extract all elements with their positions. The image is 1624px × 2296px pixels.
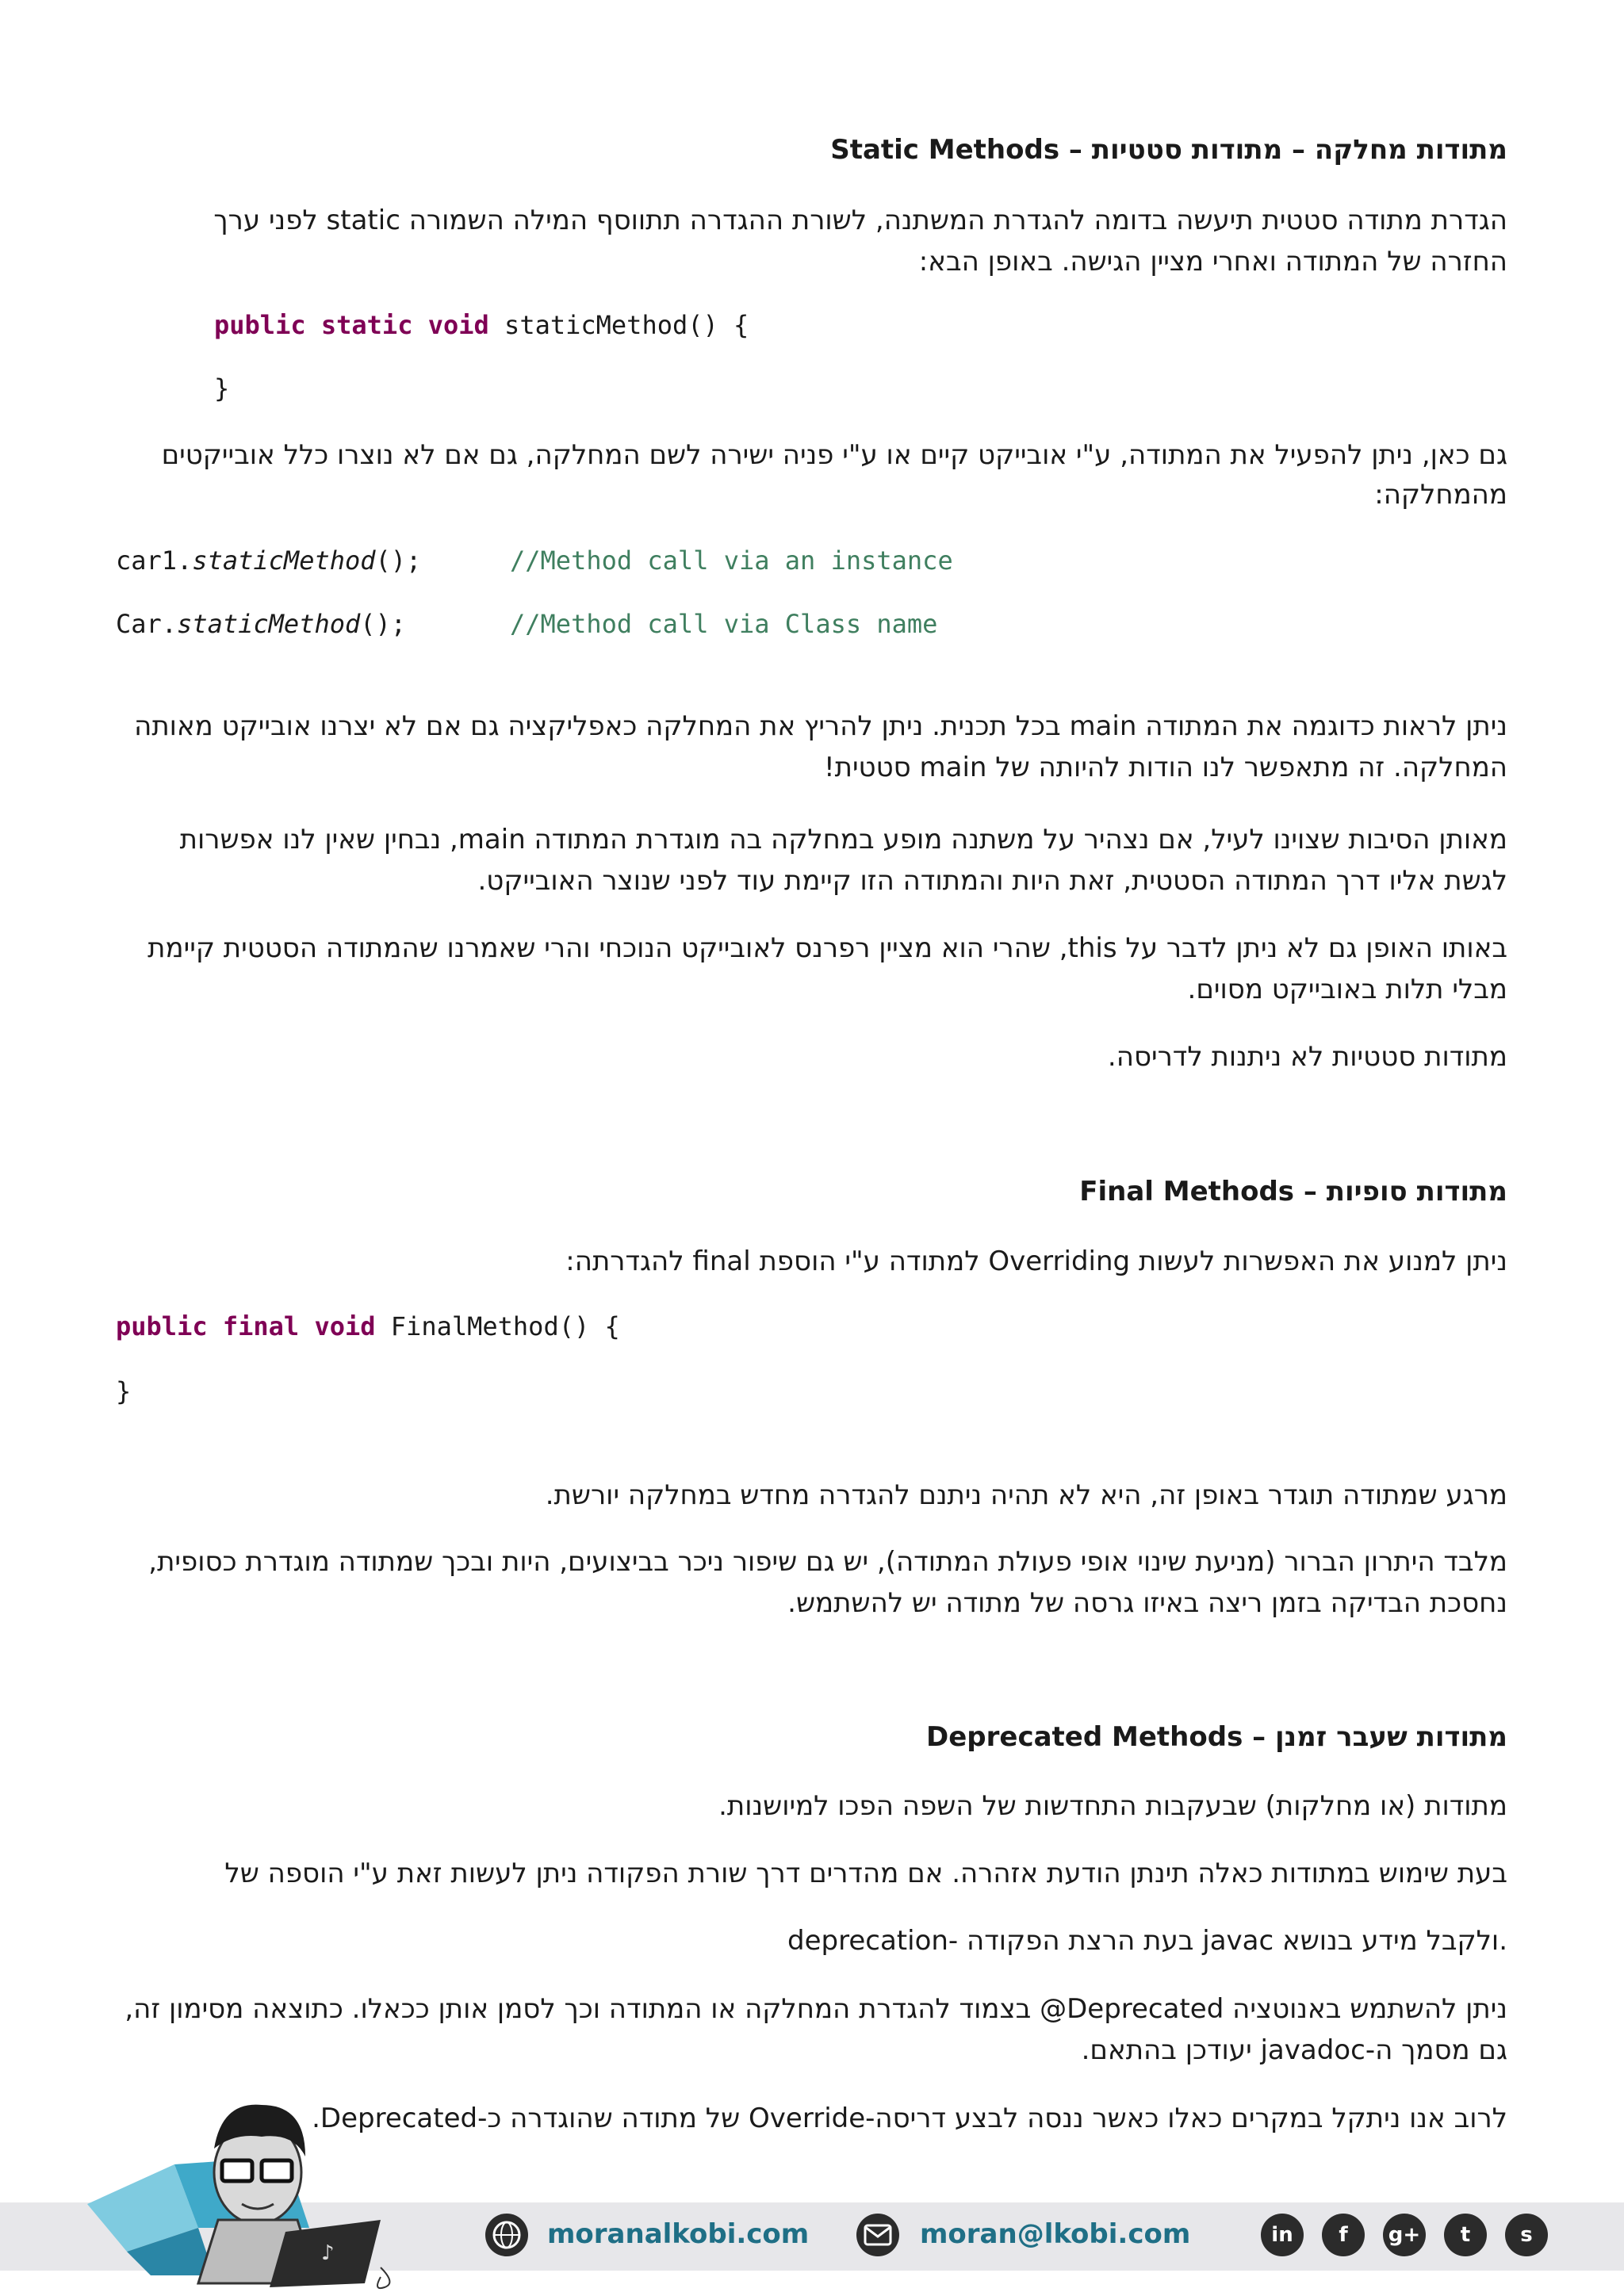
skype-icon[interactable]: s <box>1505 2214 1548 2256</box>
paragraph: לרוב אנו ניתקל במקרים כאלו כאשר ננסה לבצע דריסה-Override של מתודה שהוגדרה כ-Deprecated. <box>312 2103 1507 2134</box>
code-object: Car. <box>116 609 178 639</box>
code-keyword: public <box>116 1311 208 1341</box>
code-keyword: final <box>222 1311 300 1341</box>
paragraph: גם כאן, ניתן להפעיל את המתודה, ע"י אובייקט קיים או ע"י פניה ישירה לשם המחלקה, גם אם לא נוצרו כלל אובייקטים <box>161 439 1507 471</box>
code-keyword: public <box>214 310 306 340</box>
svg-text:♪: ♪ <box>321 2241 335 2265</box>
paragraph: מלבד היתרון הברור (מניעת שינוי אופי פעולת המתודה), יש גם שיפור ניכר בביצועים, היות ובכך שמתודה מוגדרת כסופית, <box>148 1546 1507 1578</box>
code-object: car1. <box>116 545 193 576</box>
code-signature: staticMethod() { <box>504 310 749 340</box>
paragraph: מבלי תלות באובייקט מסוים. <box>1187 974 1507 1005</box>
envelope-icon <box>856 2214 899 2256</box>
code-line: } <box>116 1376 132 1406</box>
static-methods-heading: מתודות מחלקה – מתודות סטטיות – Static Methods <box>830 134 1507 166</box>
code-keyword: void <box>314 1311 376 1341</box>
paragraph: בעת שימוש במתודות כאלה תינתן הודעת אזהרה. אם מהדרים דרך שורת הפקודה ניתן לעשות זאת ע"י הוספה של <box>224 1858 1507 1889</box>
paragraph: מאותן הסיבות שצוינו לעיל, אם נצהיר על משתנה מופע במחלקה בה מוגדרת המתודה main, נבחין שאין לנו אפשרות <box>179 824 1507 855</box>
code-line <box>116 1311 620 1342</box>
paragraph: ניתן למנוע את האפשרות לעשות Overriding למתודה ע"י הוספת final להגדרתה: <box>565 1246 1507 1277</box>
twitter-icon[interactable]: t <box>1444 2214 1487 2256</box>
paragraph: ניתן לראות כדוגמה את המתודה main בכל תכנית. ניתן להריץ את המחלקה כאפליקציה גם אם לא יצרנו אובייקט מאותה <box>134 710 1507 742</box>
deprecated-methods-heading: מתודות שעבר זמנן – Deprecated Methods <box>926 1721 1507 1753</box>
mascot-illustration <box>79 2069 412 2291</box>
paragraph: גם מסמך ה-javadoc יעודכן בהתאם. <box>1081 2034 1507 2066</box>
final-methods-heading: מתודות סופיות – Final Methods <box>1079 1176 1507 1207</box>
code-signature: FinalMethod() { <box>390 1311 620 1341</box>
paragraph: מרגע שמתודה תוגדר באופן זה, היא לא תהיה ניתנם להגדרה מחדש במחלקה יורשת. <box>545 1479 1507 1511</box>
code-keyword: void <box>427 310 489 340</box>
googleplus-icon[interactable]: g+ <box>1383 2214 1426 2256</box>
paragraph: deprecation- בעת הרצת הפקודה javac ולקבל מידע בנושא. <box>787 1925 1507 1957</box>
globe-icon <box>485 2214 528 2256</box>
paragraph: ניתן להשתמש באנוטציה Deprecated@ בצמוד להגדרת המחלקה או המתודה וכך לסמן אותן ככאלו. כתוצאה מסימון זה, <box>124 1993 1507 2025</box>
paragraph: הגדרת מתודה סטטית תיעשה בדומה להגדרת המשתנה, לשורת ההגדרה תתווסף המילה השמורה static לפני ערך <box>213 205 1507 236</box>
code-line <box>214 309 749 341</box>
code-end: (); <box>360 609 407 639</box>
code-end: (); <box>375 545 422 576</box>
code-method: staticMethod <box>177 609 361 639</box>
code-comment: //Method call via an instance <box>510 545 953 576</box>
paragraph: המחלקה. זה מתאפשר לנו הודות להיותה של main סטטית! <box>823 752 1507 783</box>
paragraph: מתודות סטטיות לא ניתנות לדריסה. <box>1107 1041 1507 1073</box>
code-line <box>116 545 421 576</box>
paragraph: נחסכת הבדיקה בזמן ריצה באיזו גרסה של מתודה יש להשתמש. <box>787 1587 1507 1619</box>
code-comment: //Method call via Class name <box>510 609 938 639</box>
paragraph: מתודות (או מחלקות) שבעקבות התחדשות של השפה הפכו למיושנות. <box>718 1790 1507 1822</box>
code-method: staticMethod <box>192 545 376 576</box>
paragraph: באותו האופן גם לא ניתן לדבר על this, שהרי הוא מציין רפרנס לאובייקט הנוכחי והרי שאמרנו שהמתודה הסטטית קיימת <box>147 932 1507 964</box>
linkedin-icon[interactable]: in <box>1261 2214 1304 2256</box>
website-link[interactable]: moranalkobi.com <box>547 2218 810 2250</box>
paragraph: החזרה של המתודה ואחרי מציין הגישה. באופן הבא: <box>918 246 1507 277</box>
code-keyword: static <box>320 310 413 340</box>
facebook-icon[interactable]: f <box>1322 2214 1365 2256</box>
code-line: } <box>214 373 230 404</box>
paragraph: מהמחלקה: <box>1374 479 1507 511</box>
code-line <box>116 608 406 640</box>
email-link[interactable]: moran@lkobi.com <box>920 2218 1191 2250</box>
paragraph: לגשת אליו דרך המתודה הסטטית, זאת היות והמתודה הזו קיימת עוד לפני שנוצר האובייקט. <box>477 865 1507 897</box>
